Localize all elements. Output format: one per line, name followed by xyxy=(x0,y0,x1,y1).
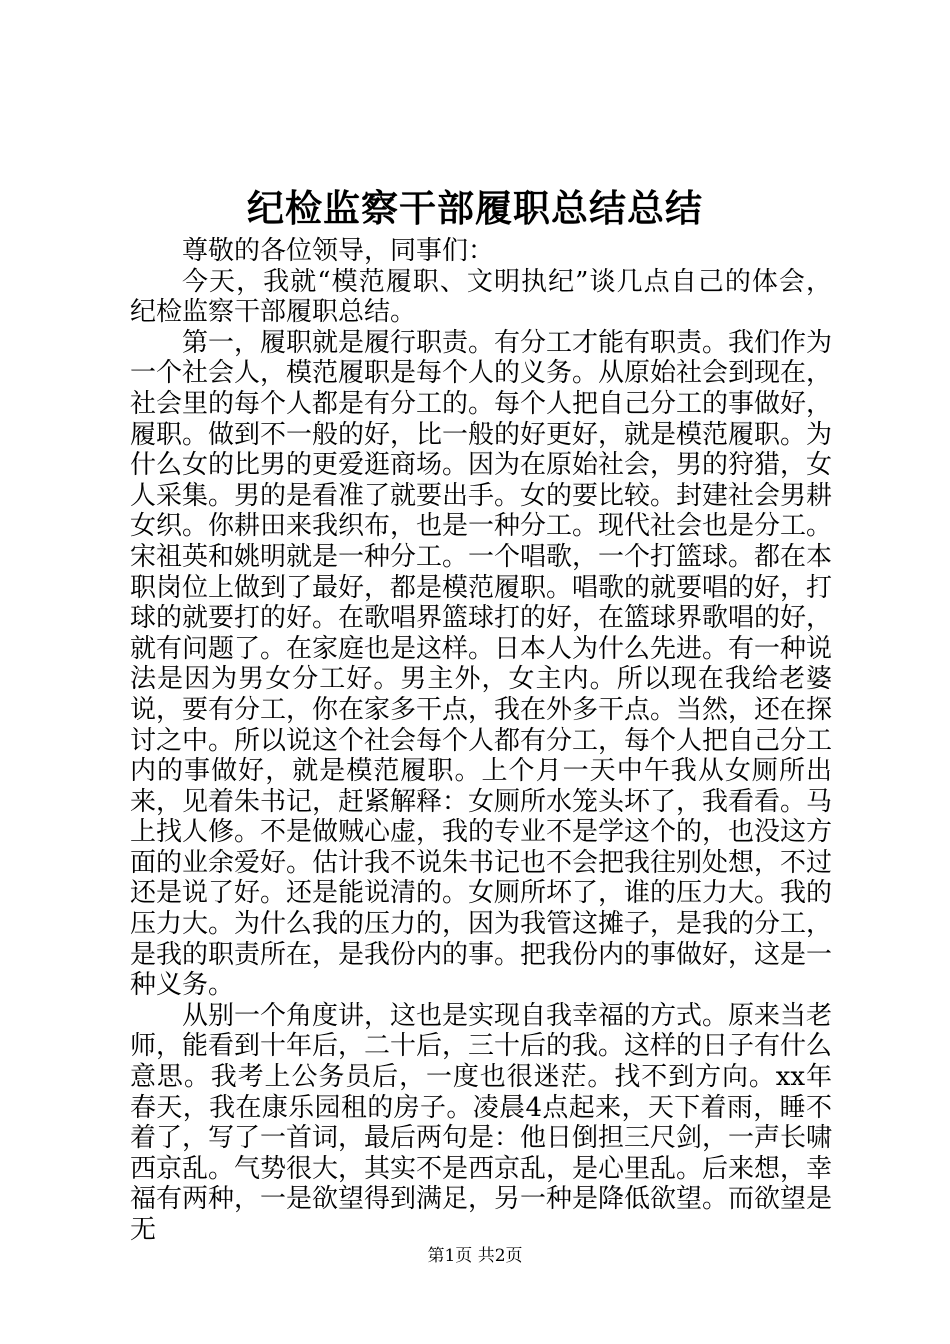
page-number-footer: 第1页 共2页 xyxy=(427,1246,523,1266)
intro-paragraph: 今天，我就“模范履职、文明执纪”谈几点自己的体会，纪检监察干部履职总结。 xyxy=(130,266,832,328)
document-body xyxy=(130,236,832,1246)
salutation-paragraph: 尊敬的各位领导，同事们： xyxy=(182,236,495,266)
first-point-paragraph: 第一，履职就是履行职责。有分工才能有职责。我们作为一个社会人，模范履职是每个人的义务。从原始社会到现在，社会里的每个人都是有分工的。每个人把自己分工的事做好，履职。做到不一般的好，比一般的好更好，就是模范履职。为什么女的比男的更爱逛商场。因为在原始社会，男的狩猎，女人采集。男的是看准了就要出手。女的要比较。封建社会男耕女织。你耕田来我织布，也是一种分工。现代社会也是分工。宋祖英和姚明就是一种分工。一个唱歌，一个打篮球。都在本职岗位上做到了最好，都是模范履职。唱歌的就要唱的好，打球的就要打的好。在歌唱界篮球打的好，在篮球界歌唱的好，就有问题了。在家庭也是这样。日本人为什么先进。有一种说法是因为男女分工好。男主外，女主内。所以现在我给老婆说，要有分工，你在家多干点，我在外多干点。当然，还在探讨之中。所以说这个社会每个人都有分工，每个人把自己分工内的事做好，就是模范履职。上个月一天中午我从女厕所出来，见着朱书记，赶紧解释：女厕所水笼头坏了，我看看。马上找人修。不是做贼心虚，我的专业不是学这个的，也没这方面的业余爱好。估计我不说朱书记也不会把我往别处想，不过还是说了好。还是能说清的。女厕所坏了，谁的压力大。我的压力大。为什么我的压力的，因为我管这摊子，是我的分工，是我的职责所在，是我份内的事。把我份内的事做好，这是一种义务。 xyxy=(130,327,833,1001)
second-angle-paragraph: 从别一个角度讲，这也是实现自我幸福的方式。原来当老师，能看到十年后，二十后，三十后的我。这样的日子有什么意思。我考上公务员后，一度也很迷茫。找不到方向。xx年春天，我在康乐园租的房子。凌晨4点起来，天下着雨，睡不着了，写了一首词，最后两句是：他日倒担三尺剑，一声长啸西京乱。气势很大，其实不是西京乱，是心里乱。后来想，幸福有两种，一是欲望得到满足，另一种是降低欲望。而欲望是无 xyxy=(130,1000,833,1245)
document-title: 纪检监察干部履职总结总结 xyxy=(247,186,703,230)
